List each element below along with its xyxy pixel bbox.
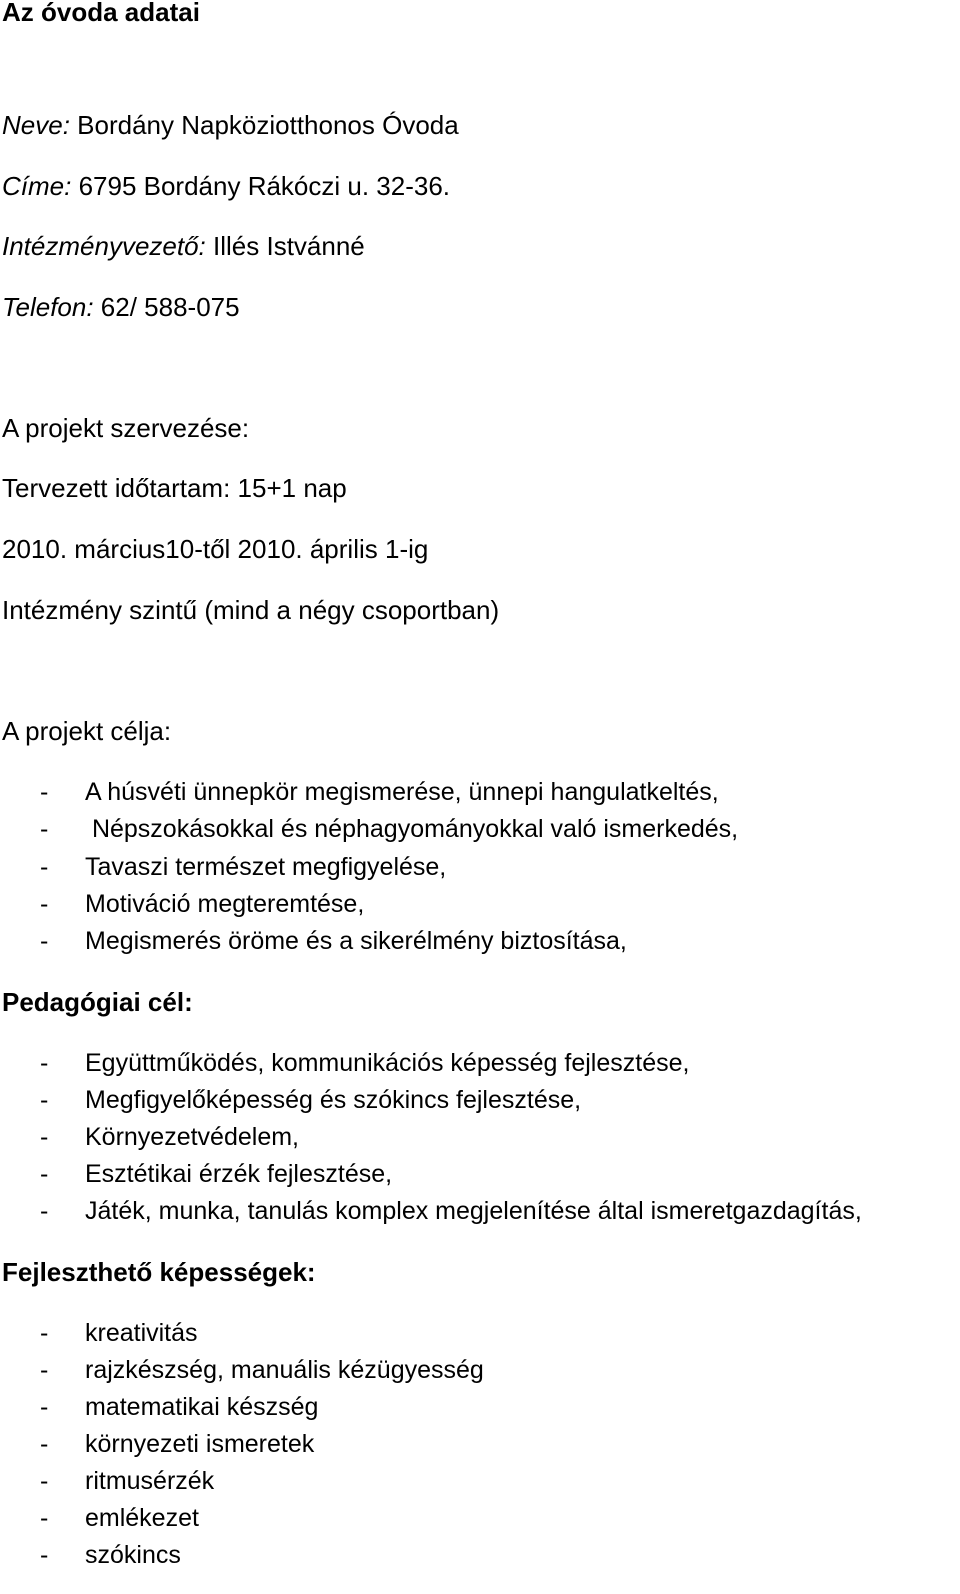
info-value: 6795 Bordány Rákóczi u. 32-36. <box>71 171 451 201</box>
list-item <box>40 1429 314 1459</box>
list-item-text: Környezetvédelem, <box>85 1123 300 1151</box>
dash-bullet: - <box>40 778 49 806</box>
info-label: Neve: <box>2 110 70 140</box>
list-item-text: A húsvéti ünnepkör megismerése, ünnepi hangulatkeltés, <box>85 778 719 806</box>
list-item-text: szókincs <box>85 1541 181 1569</box>
dash-bullet: - <box>40 890 49 918</box>
list-item-text: kreativitás <box>85 1319 198 1347</box>
list-item <box>40 889 364 919</box>
list-item-text: környezeti ismeretek <box>85 1430 315 1458</box>
list-item-text: emlékezet <box>85 1504 199 1532</box>
list-item-text: Népszokásokkal és néphagyományokkal való ismerkedés, <box>85 815 739 843</box>
dash-bullet: - <box>40 1086 49 1114</box>
list-item-text: Motiváció megteremtése, <box>85 890 365 918</box>
dash-bullet: - <box>40 1541 49 1569</box>
dash-bullet: - <box>40 1160 49 1188</box>
list-item <box>40 1503 199 1533</box>
dash-bullet: - <box>40 1467 49 1495</box>
list-item <box>40 1196 862 1226</box>
section-heading: Fejleszthető képességek: <box>2 1257 316 1287</box>
info-label: Intézményvezető: <box>2 231 206 261</box>
dash-bullet: - <box>40 1319 49 1347</box>
list-item <box>40 926 627 956</box>
list-item <box>40 1355 484 1385</box>
dash-bullet: - <box>40 1356 49 1384</box>
list-item <box>40 1159 392 1189</box>
info-director <box>2 231 365 261</box>
list-item <box>40 1466 214 1496</box>
dash-bullet: - <box>40 1504 49 1532</box>
info-label: Címe: <box>2 171 72 201</box>
info-label: Telefon: <box>2 292 94 322</box>
list-item-text: Megismerés öröme és a sikerélmény biztosítása, <box>85 927 627 955</box>
list-item <box>40 814 738 844</box>
list-item <box>40 1085 581 1115</box>
list-item-text: Együttműködés, kommunikációs képesség fejlesztése, <box>85 1049 690 1077</box>
section-heading: Pedagógiai cél: <box>2 987 193 1017</box>
list-item <box>40 1540 181 1570</box>
list-item-text: matematikai készség <box>85 1393 319 1421</box>
dash-bullet: - <box>40 1393 49 1421</box>
list-item <box>40 1318 198 1348</box>
dash-bullet: - <box>40 853 49 881</box>
list-item-text: ritmusérzék <box>85 1467 215 1495</box>
list-item <box>40 852 446 882</box>
list-item <box>40 777 719 807</box>
dash-bullet: - <box>40 1049 49 1077</box>
dash-bullet: - <box>40 927 49 955</box>
list-item-text: Tavaszi természet megfigyelése, <box>85 853 447 881</box>
dash-bullet: - <box>40 1430 49 1458</box>
section-heading: A projekt célja: <box>2 716 172 746</box>
section-heading: A projekt szervezése: <box>2 413 250 443</box>
dash-bullet: - <box>40 1197 49 1225</box>
list-item-text: rajzkészség, manuális kézügyesség <box>85 1356 484 1384</box>
list-item-text: Játék, munka, tanulás komplex megjelenítése által ismeretgazdagítás, <box>85 1197 862 1225</box>
info-value: Illés Istvánné <box>205 231 365 261</box>
organization-dates: 2010. március10-től 2010. április 1-ig <box>2 534 429 564</box>
list-item <box>40 1048 689 1078</box>
page-title: Az óvoda adatai <box>2 0 200 27</box>
info-address <box>2 171 450 201</box>
list-item-text: Megfigyelőképesség és szókincs fejlesztése, <box>85 1086 582 1114</box>
list-item <box>40 1122 299 1152</box>
list-item-text: Esztétikai érzék fejlesztése, <box>85 1160 393 1188</box>
info-phone <box>2 292 240 322</box>
info-value: Bordány Napköziotthonos Óvoda <box>69 110 459 140</box>
dash-bullet: - <box>40 1123 49 1151</box>
list-item <box>40 1392 318 1422</box>
info-value: 62/ 588-075 <box>93 292 240 322</box>
info-name <box>2 110 459 140</box>
organization-duration: Tervezett időtartam: 15+1 nap <box>2 473 347 503</box>
organization-scope: Intézmény szintű (mind a négy csoportban) <box>2 595 500 625</box>
dash-bullet: - <box>40 815 49 843</box>
